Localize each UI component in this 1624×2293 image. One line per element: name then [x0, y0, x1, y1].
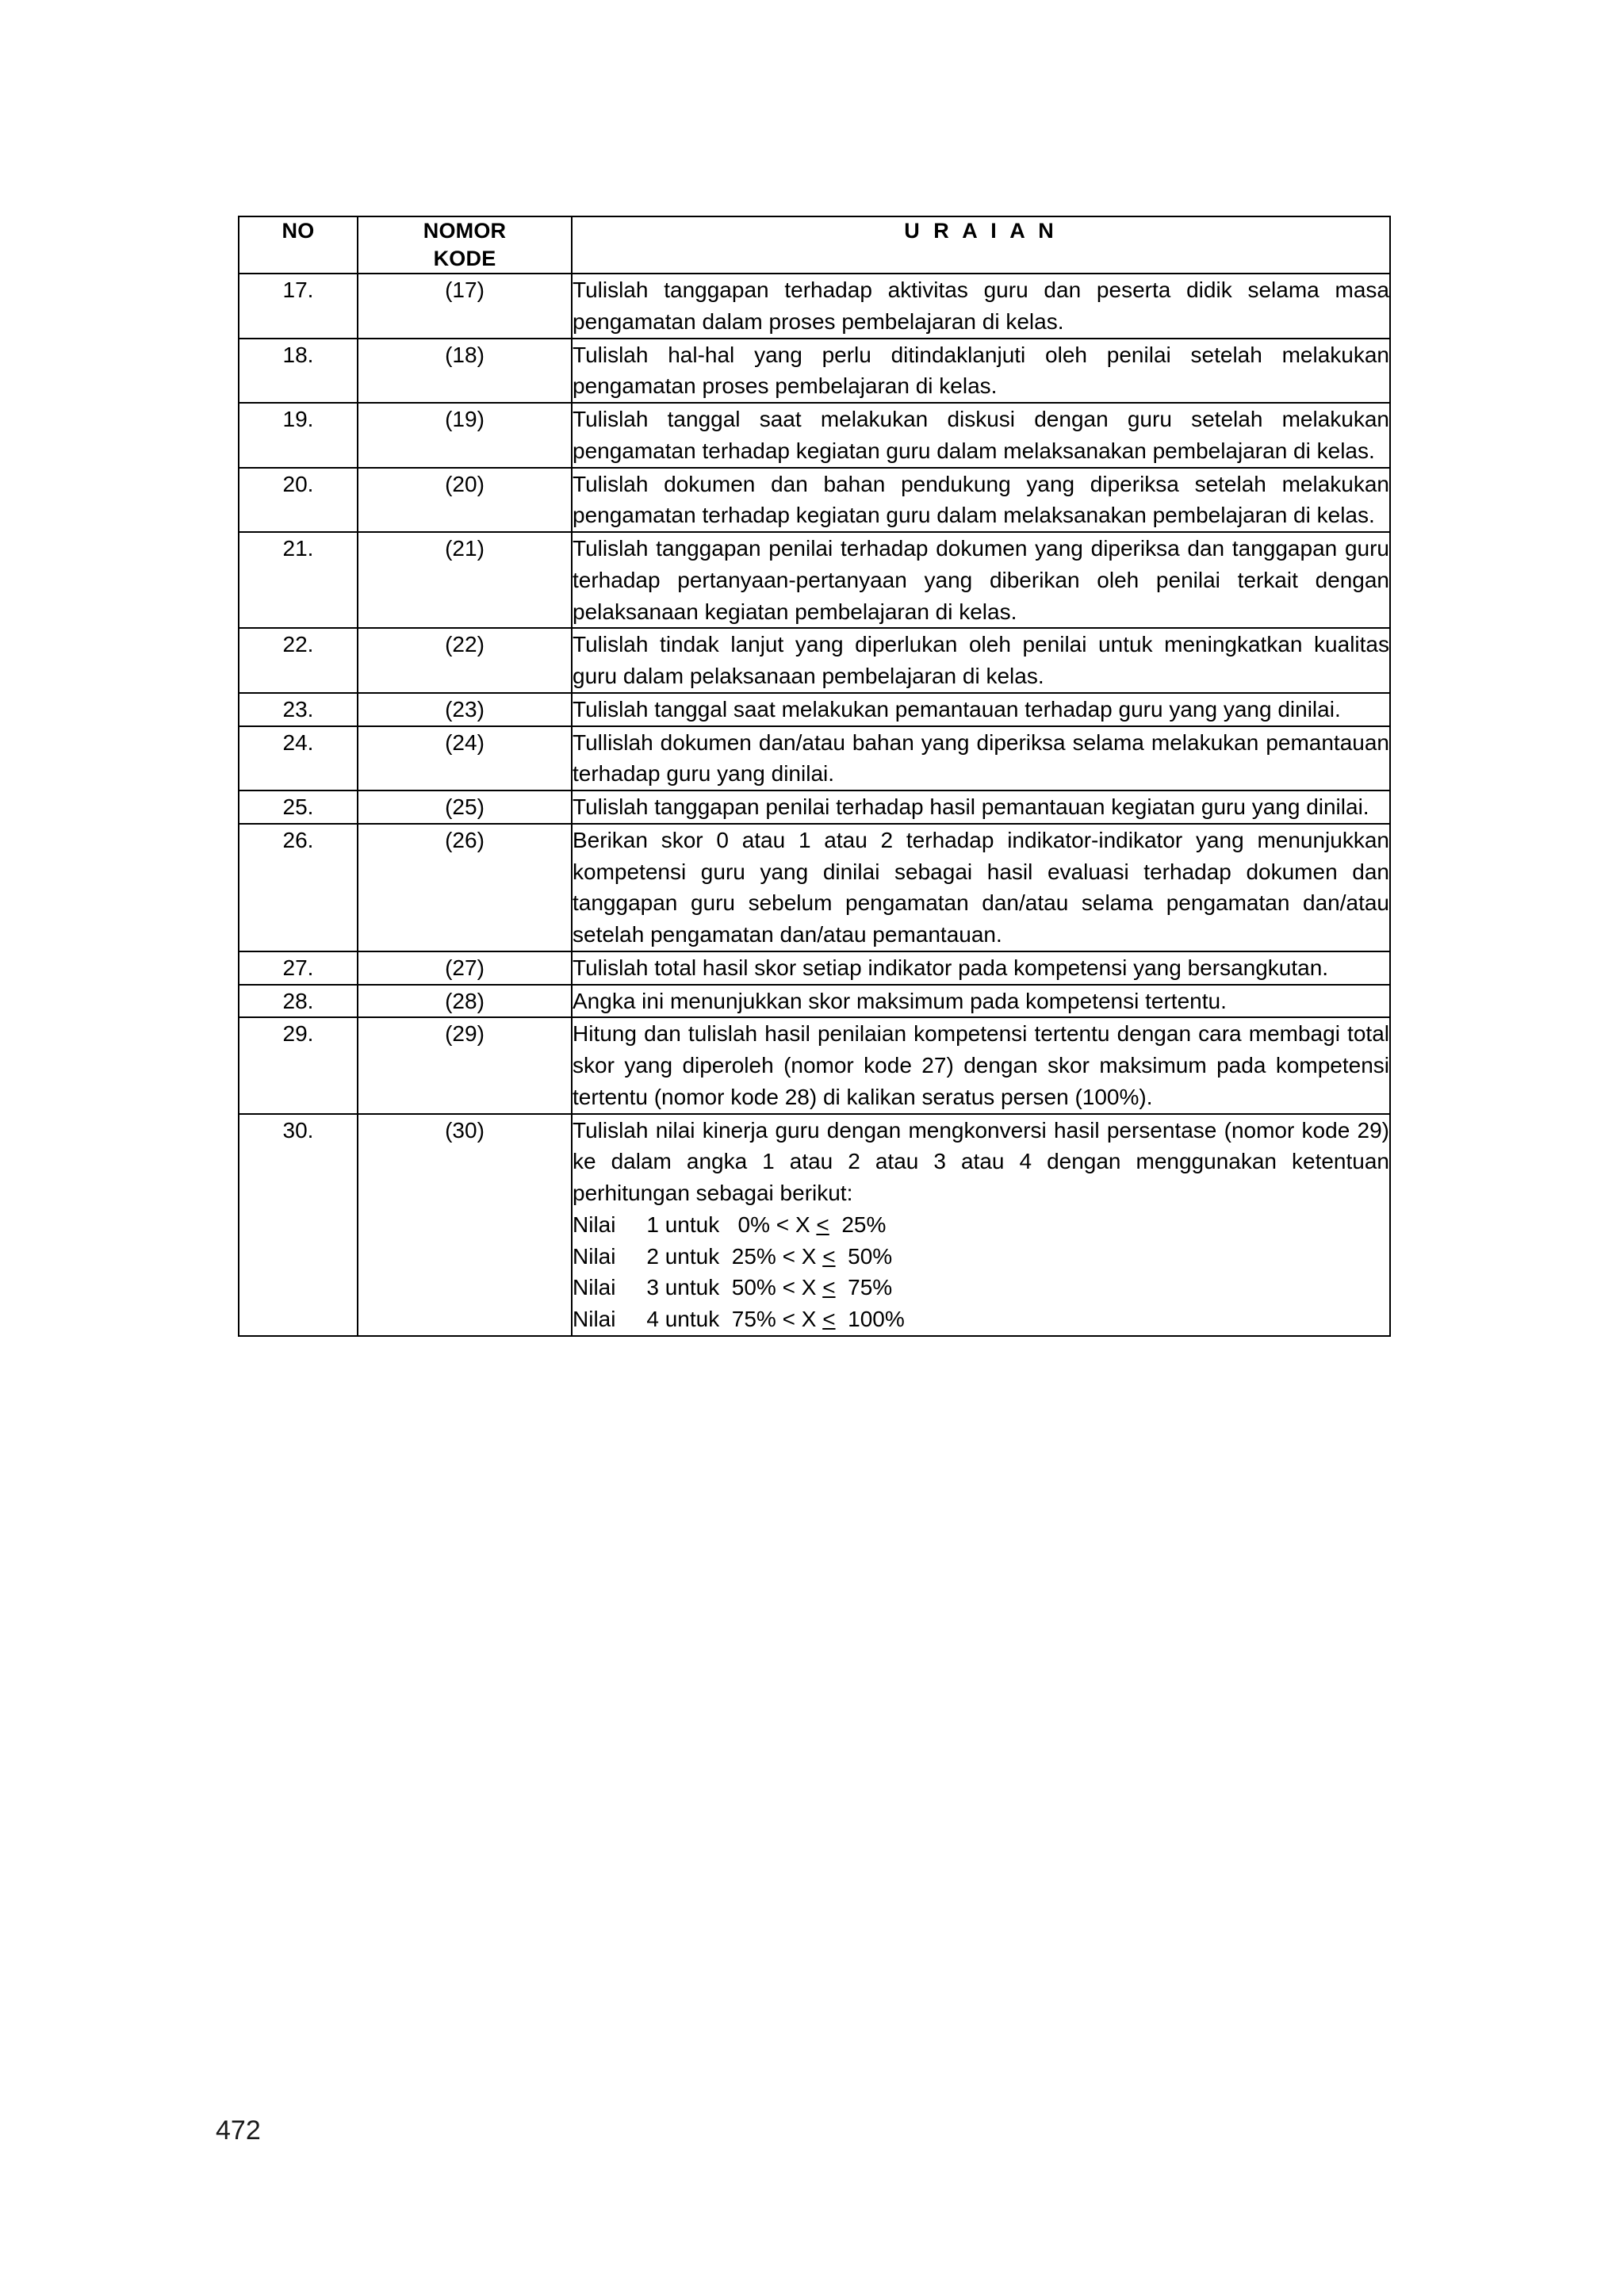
cell-kode: (28): [358, 985, 572, 1018]
column-header-nomor-kode-line2: KODE: [433, 247, 496, 271]
column-header-nomor-kode: [358, 216, 572, 274]
cell-uraian: Tulislah tanggapan penilai terhadap dokumen yang diperiksa dan tanggapan guru terhadap pertanyaan-pertanyaan yang diberikan oleh penilai terkait dengan pelaksanaan kegiatan pembelajaran di kelas.: [572, 532, 1390, 628]
table-row: [239, 532, 1390, 628]
nilai-scale-line: [573, 1272, 1389, 1303]
nilai-label: Nilai: [573, 1212, 647, 1237]
nomor-kode-uraian-table: [238, 216, 1391, 1337]
nilai-upper-bound: 100%: [835, 1307, 905, 1332]
nilai-scale-line: [573, 1303, 1389, 1335]
cell-no: 23.: [239, 693, 358, 726]
cell-no: 29.: [239, 1017, 358, 1113]
nilai-upper-bound: 25%: [829, 1212, 887, 1237]
nilai-variable: X: [795, 1212, 817, 1237]
nilai-scale-line: [573, 1241, 1389, 1273]
spec-table-container: [238, 216, 1389, 1337]
nilai-scale-line: [573, 1209, 1389, 1241]
nilai-operator-less-than: <: [776, 1212, 795, 1237]
cell-kode: (24): [358, 726, 572, 791]
table-head: [239, 216, 1390, 274]
nilai-value: 1 untuk: [646, 1212, 732, 1237]
table-row: [239, 985, 1390, 1018]
nilai-lower-bound: 25%: [731, 1243, 783, 1269]
cell-kode: (30): [358, 1114, 572, 1336]
cell-uraian: Tulislah tanggapan terhadap aktivitas guru dan peserta didik selama masa pengamatan dalam proses pembelajaran di kelas.: [572, 274, 1390, 339]
table-row: [239, 403, 1390, 468]
nilai-operator-less-than: <: [782, 1275, 802, 1300]
cell-uraian: Tulislah tanggal saat melakukan pemantauan terhadap guru yang yang dinilai.: [572, 693, 1390, 726]
nilai-operator-less-equal: <: [816, 1212, 829, 1237]
table-row: [239, 726, 1390, 791]
nilai-lower-bound: 0%: [731, 1212, 776, 1237]
column-header-uraian: U R A I A N: [572, 216, 1390, 274]
cell-no: 27.: [239, 951, 358, 985]
table-row: [239, 1017, 1390, 1113]
nilai-variable: X: [801, 1275, 823, 1300]
table-row: [239, 1114, 1390, 1336]
cell-uraian: Tulislah tanggapan penilai terhadap hasil pemantauan kegiatan guru yang dinilai.: [572, 790, 1390, 824]
column-header-nomor-kode-line1: NOMOR: [423, 219, 507, 243]
cell-uraian: Tulislah dokumen dan bahan pendukung yang diperiksa setelah melakukan pengamatan terhadap kegiatan guru dalam melaksanakan pembelajaran di kelas.: [572, 468, 1390, 533]
cell-no: 25.: [239, 790, 358, 824]
nilai-label: Nilai: [573, 1243, 647, 1269]
cell-no: 19.: [239, 403, 358, 468]
cell-uraian-with-scale: [572, 1114, 1390, 1336]
cell-uraian: Tullislah dokumen dan/atau bahan yang diperiksa selama melakukan pemantauan terhadap guru yang dinilai.: [572, 726, 1390, 791]
column-header-no: NO: [239, 216, 358, 274]
cell-kode: (21): [358, 532, 572, 628]
cell-uraian: Hitung dan tulislah hasil penilaian kompetensi tertentu dengan cara membagi total skor yang diperoleh (nomor kode 27) dengan skor maksimum pada kompetensi tertentu (nomor kode 28) di kalikan seratus persen (100%).: [572, 1017, 1390, 1113]
cell-kode: (22): [358, 628, 572, 693]
nilai-value: 4 untuk: [646, 1307, 732, 1332]
cell-no: 28.: [239, 985, 358, 1018]
nilai-scale-list: [573, 1209, 1389, 1335]
cell-uraian: Tulislah hal-hal yang perlu ditindaklanjuti oleh penilai setelah melakukan pengamatan proses pembelajaran di kelas.: [572, 339, 1390, 404]
table-row: [239, 339, 1390, 404]
table-row: [239, 824, 1390, 951]
table-row: [239, 951, 1390, 985]
cell-kode: (29): [358, 1017, 572, 1113]
cell-no: 18.: [239, 339, 358, 404]
nilai-value: 2 untuk: [646, 1243, 732, 1269]
nilai-label: Nilai: [573, 1275, 647, 1300]
nilai-operator-less-equal: <: [822, 1275, 836, 1300]
cell-kode: (17): [358, 274, 572, 339]
cell-kode: (25): [358, 790, 572, 824]
table-header-row: [239, 216, 1390, 274]
cell-no: 17.: [239, 274, 358, 339]
cell-kode: (27): [358, 951, 572, 985]
nilai-lower-bound: 75%: [731, 1307, 783, 1332]
cell-uraian: Tulislah tindak lanjut yang diperlukan oleh penilai untuk meningkatkan kualitas guru dalam pelaksanaan pembelajaran di kelas.: [572, 628, 1390, 693]
table-row: [239, 274, 1390, 339]
nilai-operator-less-than: <: [782, 1307, 802, 1332]
nilai-lower-bound: 50%: [731, 1275, 783, 1300]
cell-kode: (19): [358, 403, 572, 468]
nilai-label: Nilai: [573, 1307, 647, 1332]
cell-kode: (20): [358, 468, 572, 533]
cell-kode: (26): [358, 824, 572, 951]
nilai-variable: X: [801, 1307, 823, 1332]
cell-uraian-text: Tulislah nilai kinerja guru dengan mengkonversi hasil persentase (nomor kode 29) ke dalam angka 1 atau 2 atau 3 atau 4 dengan menggunakan ketentuan perhitungan sebagai berikut:: [573, 1117, 1389, 1206]
cell-kode: (23): [358, 693, 572, 726]
cell-uraian: Tulislah total hasil skor setiap indikator pada kompetensi yang bersangkutan.: [572, 951, 1390, 985]
page-number: 472: [216, 2115, 261, 2146]
nilai-value: 3 untuk: [646, 1275, 732, 1300]
table-body: [239, 274, 1390, 1336]
cell-no: 20.: [239, 468, 358, 533]
cell-kode: (18): [358, 339, 572, 404]
nilai-operator-less-equal: <: [822, 1243, 836, 1269]
table-row: [239, 468, 1390, 533]
nilai-operator-less-equal: <: [822, 1307, 836, 1332]
nilai-variable: X: [801, 1243, 823, 1269]
table-row: [239, 693, 1390, 726]
cell-no: 21.: [239, 532, 358, 628]
cell-uraian: Berikan skor 0 atau 1 atau 2 terhadap indikator-indikator yang menunjukkan kompetensi guru yang dinilai sebagai hasil evaluasi terhadap dokumen dan tanggapan guru sebelum pengamatan dan/atau selama pengamatan dan/atau setelah pengamatan dan/atau pemantauan.: [572, 824, 1390, 951]
cell-uraian: Tulislah tanggal saat melakukan diskusi dengan guru setelah melakukan pengamatan terhadap kegiatan guru dalam melaksanakan pembelajaran di kelas.: [572, 403, 1390, 468]
cell-no: 22.: [239, 628, 358, 693]
cell-no: 26.: [239, 824, 358, 951]
nilai-upper-bound: 75%: [835, 1275, 893, 1300]
cell-uraian: Angka ini menunjukkan skor maksimum pada kompetensi tertentu.: [572, 985, 1390, 1018]
cell-no: 30.: [239, 1114, 358, 1336]
table-row: [239, 790, 1390, 824]
cell-no: 24.: [239, 726, 358, 791]
nilai-operator-less-than: <: [782, 1243, 802, 1269]
table-row: [239, 628, 1390, 693]
nilai-upper-bound: 50%: [835, 1243, 893, 1269]
